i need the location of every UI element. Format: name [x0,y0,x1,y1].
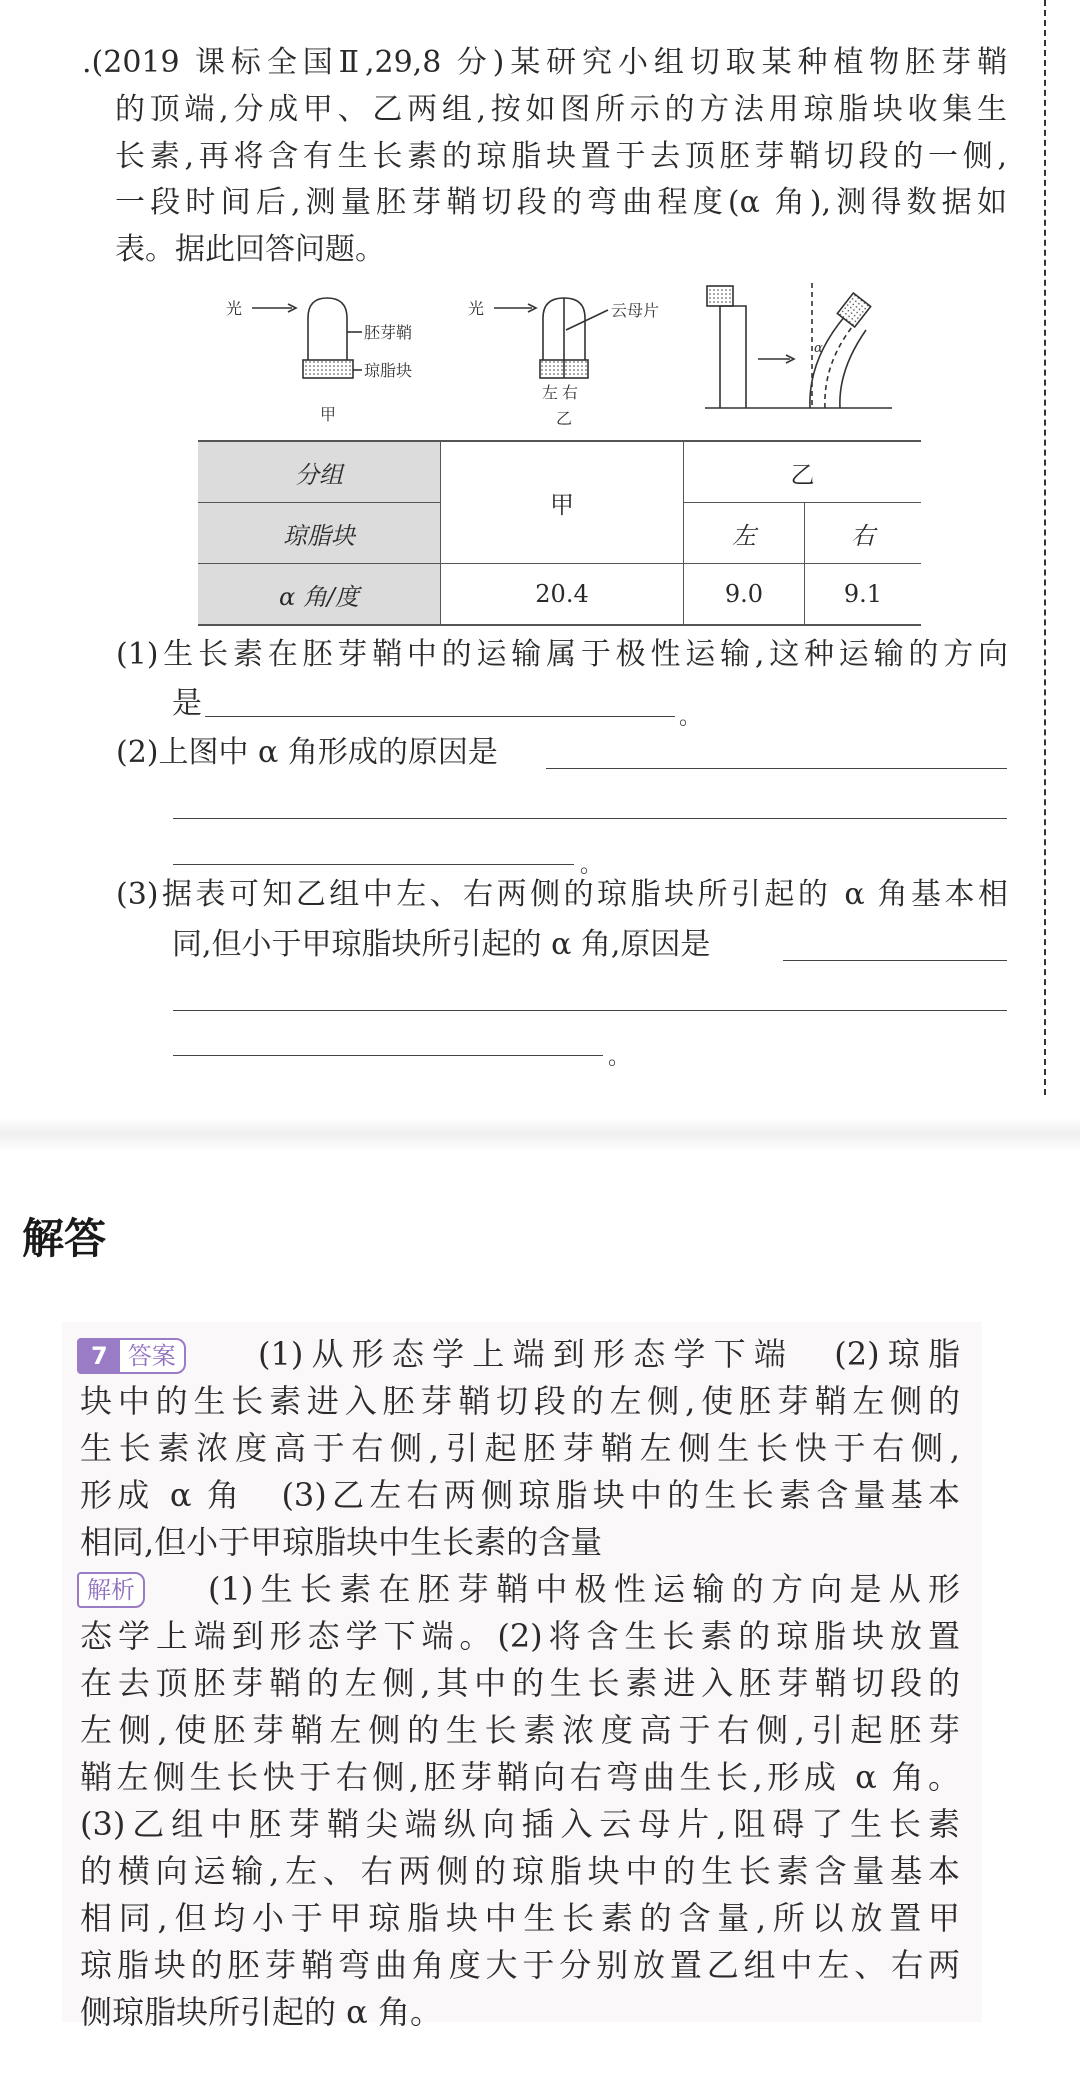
table-cell: 甲 [441,441,684,564]
decapitated-coleoptile [720,306,746,408]
q2-text: (2)上图中 α 角形成的原因是 [116,735,498,770]
analysis-badge [77,1572,145,1608]
label-group-a: 甲 [320,405,337,424]
label-alpha: α [814,341,823,356]
answer-line: 形成 α 角 (3)乙左右两侧琼脂块中的生长素含量基本 [80,1476,960,1514]
data-table [198,440,921,626]
answer-blank[interactable] [173,1055,603,1056]
answer-blank[interactable] [546,768,1007,769]
label-mica: 云母片 [611,301,660,320]
analysis-line: 鞘左侧生长快于右侧,胚芽鞘向右弯曲生长,形成 α 角。 [80,1758,960,1796]
analysis-line: 琼脂块的胚芽鞘弯曲角度大于分别放置乙组中左、右两 [80,1946,960,1984]
q1-text: (1)生长素在胚芽鞘中的运输属于极性运输,这种运输的方向 [116,637,1008,672]
answer-section-title: 解答 [22,1214,107,1263]
answer-line: 生长素浓度高于右侧,引起胚芽鞘左侧生长快于右侧, [80,1429,960,1467]
experiment-figure [0,0,1080,440]
analysis-line: 相同,但均小于甲琼脂块中生长素的含量,所以放置甲 [80,1899,960,1937]
analysis-line: 态学上端到形态学下端。(2)将含生长素的琼脂块放置 [80,1617,960,1655]
period: 。 [580,853,603,878]
answer-line: (1)从形态学上端到形态学下端 (2)琼脂 [258,1335,960,1373]
section-divider [0,1118,1080,1152]
table-cell: 20.4 [441,564,684,626]
answer-blank[interactable] [173,1010,1007,1011]
period: 。 [679,705,702,730]
answer-blank[interactable] [783,960,1007,961]
q1-text: 是 [172,686,202,721]
q3-text: (3)据表可知乙组中左、右两侧的琼脂块所引起的 α 角基本相 [116,877,1008,912]
table-header: 琼脂块 [198,503,441,564]
question-stem-line: 一段时间后,测量胚芽鞘切段的弯曲程度(α 角),测得数据如 [115,185,1007,220]
table-cell: 9.1 [805,564,922,626]
analysis-label: 解析 [87,1576,135,1604]
answer-line: 块中的生长素进入胚芽鞘切段的左侧,使胚芽鞘左侧的 [80,1382,960,1420]
table-cell: 乙 [684,441,922,503]
agar-block-donor [707,286,733,306]
q3-text: 同,但小于甲琼脂块所引起的 α 角,原因是 [172,927,711,962]
analysis-line: 在去顶胚芽鞘的左侧,其中的生长素进入胚芽鞘切段的 [80,1664,960,1702]
question-stem-line: 长素,再将含有生长素的琼脂块置于去顶胚芽鞘切段的一侧, [115,139,1007,174]
label-light: 光 [468,299,485,318]
agar-block-a [303,360,353,378]
answer-blank[interactable] [173,864,574,865]
label-left-right: 左右 [542,383,583,402]
analysis-line: (3)乙组中胚芽鞘尖端纵向插入云母片,阻碍了生长素 [80,1805,960,1843]
table-header: 分组 [198,441,441,503]
period: 。 [608,1045,631,1070]
table-cell: 右 [805,503,922,564]
label-light: 光 [226,299,243,318]
label-agar: 琼脂块 [364,361,413,380]
coleoptile-a [308,298,347,360]
bent-coleoptile [810,316,866,408]
question-number: 7 [79,1340,120,1372]
answer-blank[interactable] [205,716,675,717]
table-cell: 9.0 [684,564,805,626]
analysis-line: 侧琼脂块所引起的 α 角。 [80,1993,442,2031]
analysis-line: 的横向运输,左、右两侧的琼脂块中的生长素含量基本 [80,1852,960,1890]
answer-badge [77,1338,186,1374]
question-stem-line: .(2019 课标全国Ⅱ,29,8 分)某研究小组切取某种植物胚芽鞘 [82,45,1007,80]
label-group-b: 乙 [556,409,573,428]
answer-label: 答案 [127,1342,176,1370]
analysis-line: 左侧,使胚芽鞘左侧的生长素浓度高于右侧,引起胚芽 [80,1711,960,1749]
analysis-line: (1)生长素在胚芽鞘中极性运输的方向是从形 [208,1570,960,1608]
question-stem-line: 表。据此回答问题。 [115,232,385,267]
table-cell: 左 [684,503,805,564]
agar-block-tilted [837,293,870,327]
answer-line: 相同,但小于甲琼脂块中生长素的含量 [80,1523,603,1561]
question-stem-line: 的顶端,分成甲、乙两组,按如图所示的方法用琼脂块收集生 [115,92,1007,127]
answer-blank[interactable] [173,818,1007,819]
label-coleoptile: 胚芽鞘 [364,323,413,342]
table-header: α 角/度 [198,564,441,626]
